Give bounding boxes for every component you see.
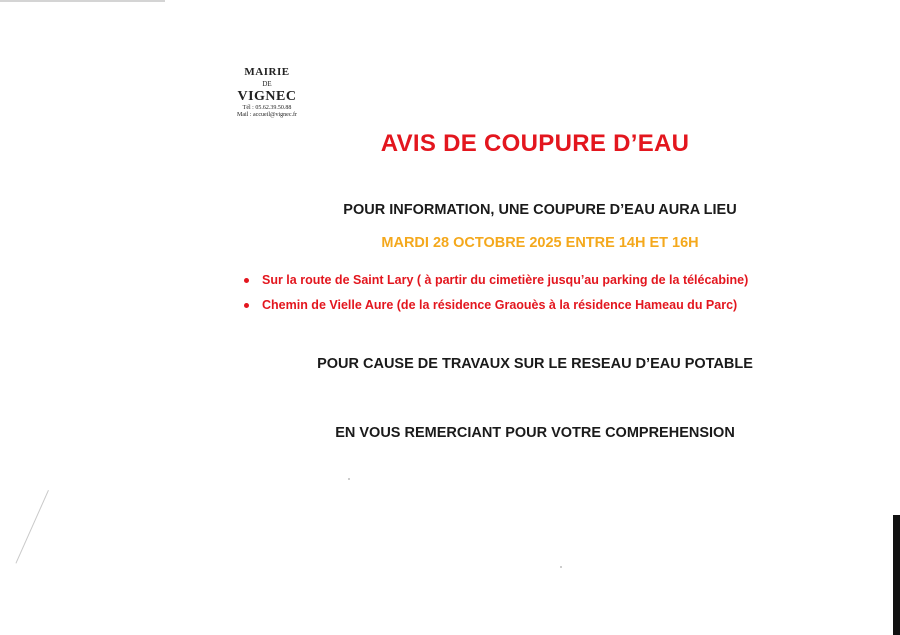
letterhead-de: DE: [262, 80, 272, 88]
notice-cause-line: POUR CAUSE DE TRAVAUX SUR LE RESEAU D’EAU POTABLE: [317, 356, 753, 372]
letterhead-town-name: VIGNEC: [237, 89, 297, 104]
scan-edge-shadow: [893, 515, 900, 635]
town-hall-letterhead: [222, 66, 312, 119]
scan-speck: [348, 478, 350, 480]
notice-info-line: POUR INFORMATION, UNE COUPURE D’EAU AURA LIEU: [343, 202, 737, 218]
affected-street-item: [244, 293, 748, 318]
affected-streets-list: [244, 268, 748, 318]
scan-scratch-mark: [15, 490, 48, 563]
notice-title: AVIS DE COUPURE D’EAU: [380, 130, 690, 157]
affected-street-text: Sur la route de Saint Lary ( à partir du cimetière jusqu’au parking de la télécabine): [262, 273, 749, 287]
bullet-icon: [244, 278, 249, 283]
letterhead-mairie: MAIRIE: [244, 66, 290, 78]
scan-speck: [560, 566, 562, 568]
letterhead-email: Mail : accueil@vignec.fr: [237, 112, 297, 118]
letterhead-phone: Tél : 05.62.39.50.88: [242, 105, 292, 111]
notice-thanks-line: EN VOUS REMERCIANT POUR VOTRE COMPREHENSION: [335, 425, 735, 441]
affected-street-item: [244, 268, 748, 293]
notice-date-line: MARDI 28 OCTOBRE 2025 ENTRE 14H ET 16H: [381, 235, 699, 251]
affected-street-text: Chemin de Vielle Aure (de la résidence Graouès à la résidence Hameau du Parc): [262, 298, 738, 312]
scan-edge-line: [0, 0, 165, 2]
bullet-icon: [244, 303, 249, 308]
